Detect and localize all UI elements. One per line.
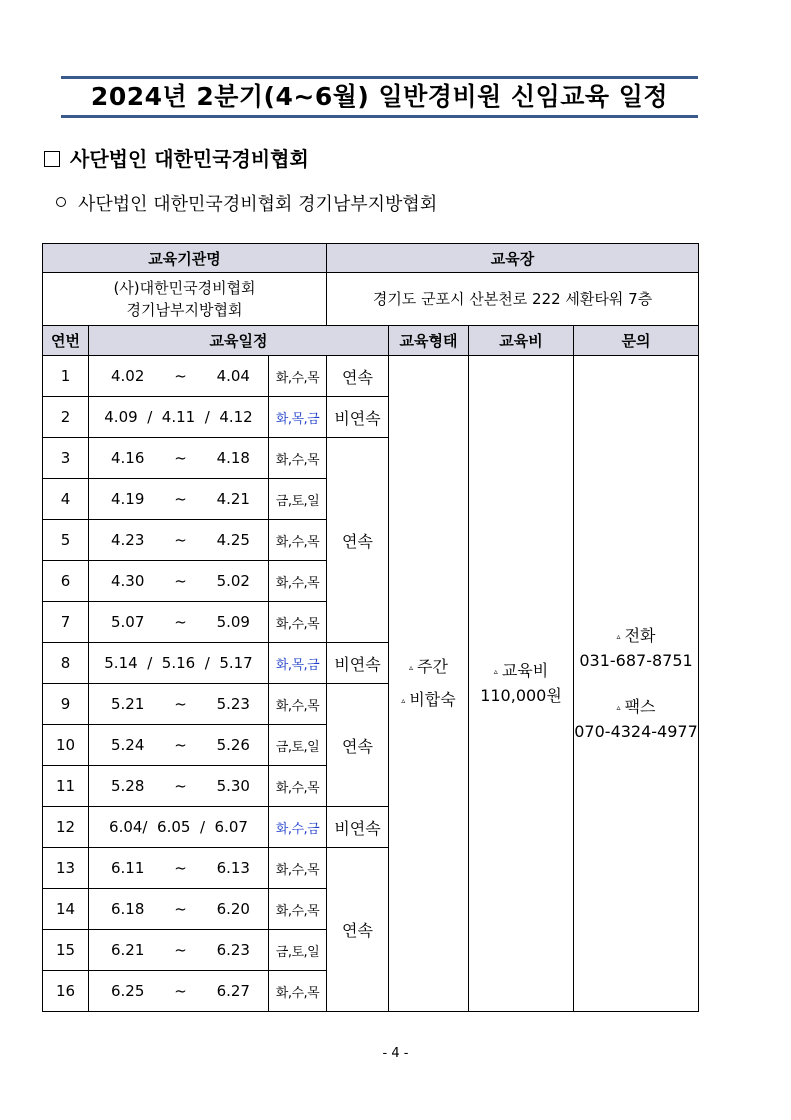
row-weekdays: 화,수,목 (269, 971, 327, 1012)
date-sep: ~ (174, 490, 187, 508)
fax-number-text: 070-4324-4977 (574, 721, 698, 741)
date-start: 4.02 (111, 367, 145, 385)
date-end: 5.02 (216, 572, 250, 590)
row-dates (89, 356, 269, 397)
date-sep: ~ (174, 736, 187, 754)
date-sep: ~ (174, 777, 187, 795)
session-type: 연속 (327, 684, 389, 807)
date-start: 4.23 (111, 531, 145, 549)
triangle-bullet-icon: ▵ (409, 662, 414, 672)
row-dates (89, 561, 269, 602)
row-dates (89, 520, 269, 561)
form-cell (389, 356, 469, 1012)
title-block (61, 76, 698, 118)
session-type: 비연속 (327, 807, 389, 848)
fee-label-text: 교육비 (501, 661, 549, 680)
fee-label (469, 659, 573, 684)
date-end: 4.21 (216, 490, 250, 508)
date-start: 5.28 (111, 777, 145, 795)
row-number: 7 (43, 602, 89, 643)
date-sep: ~ (174, 449, 187, 467)
fee-amount-text: 110,000원 (480, 686, 562, 705)
spacer (389, 680, 468, 688)
row-weekdays: 화,목,금 (269, 397, 327, 438)
triangle-bullet-icon: ▵ (401, 695, 406, 705)
phone-label (574, 624, 698, 649)
col-header-form: 교육형태 (389, 326, 469, 356)
form-daytime (389, 655, 468, 680)
fax-number (574, 720, 698, 744)
org-header-row (43, 244, 699, 273)
row-number: 16 (43, 971, 89, 1012)
form-daytime-text: 주간 (417, 656, 448, 676)
form-non-residential (389, 688, 468, 713)
date-start: 4.16 (111, 449, 145, 467)
date-start: 4.19 (111, 490, 145, 508)
row-number: 12 (43, 807, 89, 848)
checkbox-square-icon (44, 151, 60, 167)
org-name-line2: 경기남부지방협회 (126, 301, 243, 319)
date-sep: ~ (174, 613, 187, 631)
row-dates (89, 889, 269, 930)
row-number: 1 (43, 356, 89, 397)
row-number: 14 (43, 889, 89, 930)
row-weekdays: 화,수,목 (269, 438, 327, 479)
schedule-table (42, 243, 699, 1012)
row-number: 5 (43, 520, 89, 561)
date-end: 6.20 (216, 900, 250, 918)
row-number: 3 (43, 438, 89, 479)
venue-cell: 경기도 군포시 산본천로 222 세환타워 7층 (327, 273, 699, 326)
date-end: 6.23 (216, 941, 250, 959)
form-non-residential-text: 비합숙 (409, 689, 456, 709)
date-sep: ~ (174, 695, 187, 713)
spacer (574, 673, 698, 695)
row-weekdays: 금,토,일 (269, 725, 327, 766)
row-weekdays: 화,수,목 (269, 848, 327, 889)
title-rule-bottom (61, 115, 698, 118)
row-dates (89, 766, 269, 807)
date-sep: ~ (174, 982, 187, 1000)
fax-label (574, 695, 698, 720)
subsection-heading-label: 사단법인 대한민국경비협회 경기남부지방협회 (78, 194, 438, 215)
row-number: 2 (43, 397, 89, 438)
row-weekdays: 화,수,목 (269, 889, 327, 930)
phone-number-text: 031-687-8751 (579, 650, 693, 670)
row-dates (89, 848, 269, 889)
org-info-row (43, 273, 699, 326)
col-header-contact: 문의 (574, 326, 699, 356)
date-sep: ~ (174, 900, 187, 918)
date-end: 4.25 (216, 531, 250, 549)
date-start: 4.30 (111, 572, 145, 590)
fax-label-text: 팩스 (624, 696, 656, 716)
subsection-heading (56, 193, 437, 217)
row-weekdays: 화,수,목 (269, 602, 327, 643)
row-weekdays: 화,수,금 (269, 807, 327, 848)
row-number: 10 (43, 725, 89, 766)
contact-cell (574, 356, 699, 1012)
date-sep: ~ (174, 572, 187, 590)
triangle-bullet-icon: ▵ (616, 631, 621, 641)
row-number: 6 (43, 561, 89, 602)
fee-cell (469, 356, 574, 1012)
col-header-schedule: 교육일정 (89, 326, 389, 356)
row-dates (89, 684, 269, 725)
row-dates (89, 602, 269, 643)
page-number: - 4 - (382, 1046, 409, 1061)
row-dates (89, 725, 269, 766)
date-start: 5.24 (111, 736, 145, 754)
table-row (43, 356, 699, 397)
row-dates (89, 479, 269, 520)
session-type: 비연속 (327, 397, 389, 438)
org-name-cell (43, 273, 327, 326)
column-header-row (43, 326, 699, 356)
section-heading-label: 사단법인 대한민국경비협회 (70, 147, 309, 171)
date-end: 5.09 (216, 613, 250, 631)
row-weekdays: 화,수,목 (269, 356, 327, 397)
row-weekdays: 화,수,목 (269, 684, 327, 725)
row-number: 15 (43, 930, 89, 971)
date-start: 6.25 (111, 982, 145, 1000)
date-sep: ~ (174, 859, 187, 877)
row-number: 4 (43, 479, 89, 520)
row-weekdays: 화,목,금 (269, 643, 327, 684)
triangle-bullet-icon: ▵ (493, 667, 498, 676)
row-number: 9 (43, 684, 89, 725)
session-type: 비연속 (327, 643, 389, 684)
header-venue: 교육장 (327, 244, 699, 273)
row-weekdays: 화,수,목 (269, 520, 327, 561)
date-start: 5.07 (111, 613, 145, 631)
session-type: 연속 (327, 438, 389, 643)
row-weekdays: 금,토,일 (269, 930, 327, 971)
phone-label-text: 전화 (624, 625, 656, 645)
row-dates (89, 807, 269, 848)
session-type: 연속 (327, 356, 389, 397)
row-dates (89, 971, 269, 1012)
triangle-bullet-icon: ▵ (616, 702, 621, 712)
row-dates (89, 643, 269, 684)
date-sep: ~ (174, 367, 187, 385)
header-org: 교육기관명 (43, 244, 327, 273)
row-weekdays: 화,수,목 (269, 766, 327, 807)
row-dates (89, 397, 269, 438)
date-start: 6.11 (111, 859, 145, 877)
row-weekdays: 화,수,목 (269, 561, 327, 602)
row-dates (89, 438, 269, 479)
date-list: 6.04/ 6.05 / 6.07 (109, 818, 248, 836)
session-type: 연속 (327, 848, 389, 1012)
date-sep: ~ (174, 941, 187, 959)
page-title: 2024년 2분기(4~6월) 일반경비원 신임교육 일정 (90, 82, 669, 111)
col-header-fee: 교육비 (469, 326, 574, 356)
date-end: 5.26 (216, 736, 250, 754)
date-end: 5.23 (216, 695, 250, 713)
title-rule-top (61, 76, 698, 79)
org-name-line1: (사)대한민국경비협회 (113, 279, 256, 297)
date-end: 6.13 (216, 859, 250, 877)
date-end: 6.27 (216, 982, 250, 1000)
fee-amount (469, 684, 573, 708)
phone-number (574, 649, 698, 673)
row-number: 13 (43, 848, 89, 889)
row-number: 8 (43, 643, 89, 684)
date-list: 5.14 / 5.16 / 5.17 (104, 654, 253, 672)
date-start: 5.21 (111, 695, 145, 713)
row-number: 11 (43, 766, 89, 807)
date-list: 4.09 / 4.11 / 4.12 (104, 408, 253, 426)
date-end: 4.18 (216, 449, 250, 467)
date-end: 5.30 (216, 777, 250, 795)
row-dates (89, 930, 269, 971)
date-sep: ~ (174, 531, 187, 549)
section-heading (44, 146, 309, 172)
col-header-no: 연번 (43, 326, 89, 356)
date-start: 6.18 (111, 900, 145, 918)
circle-bullet-icon (56, 197, 66, 207)
date-start: 6.21 (111, 941, 145, 959)
row-weekdays: 금,토,일 (269, 479, 327, 520)
date-end: 4.04 (216, 367, 250, 385)
